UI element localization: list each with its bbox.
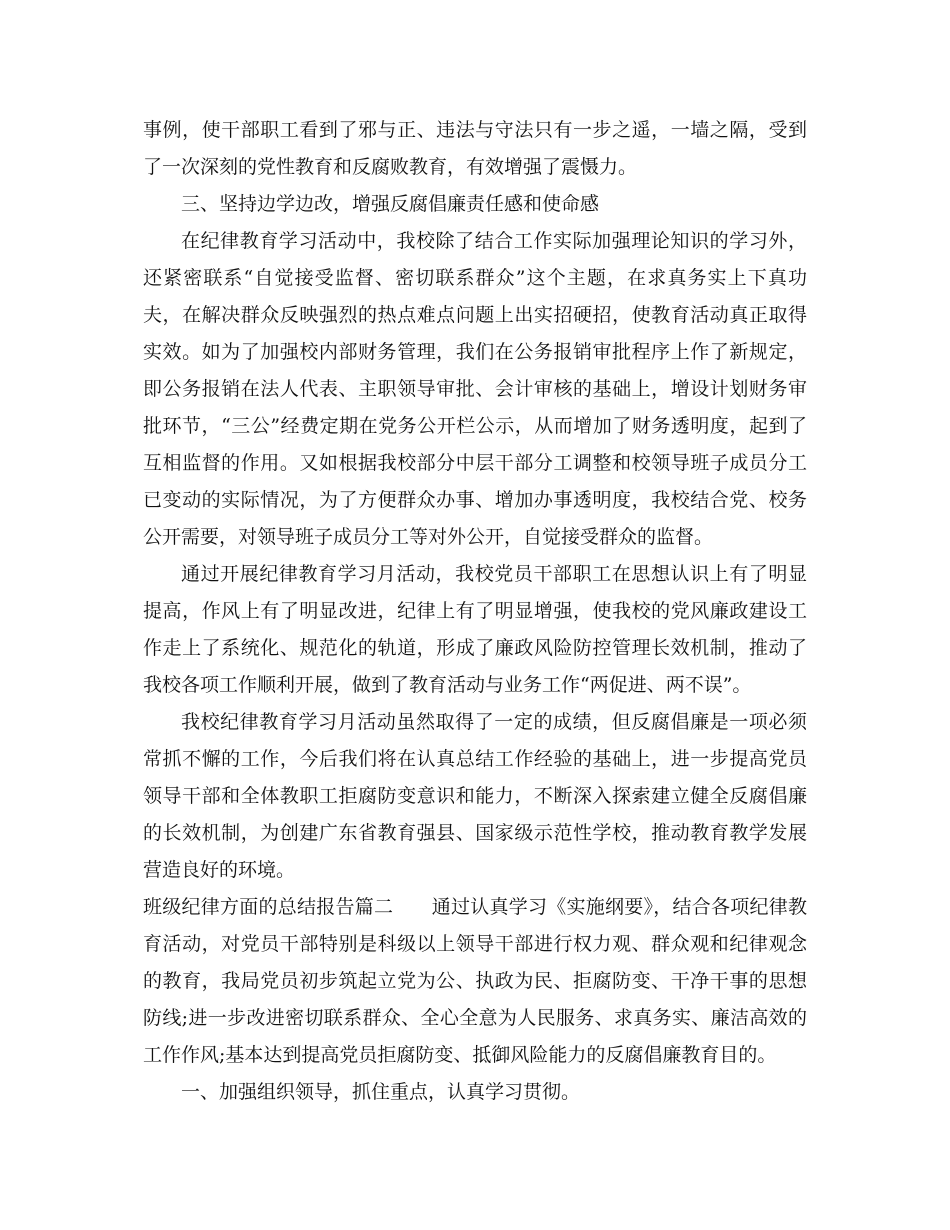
paragraph-continuation: 事例，使干部职工看到了邪与正、违法与守法只有一步之遥，一墙之隔，受到了一次深刻的党性教育和反腐败教育，有效增强了震慑力。 xyxy=(143,119,807,178)
paragraph-future-work: 我校纪律教育学习月活动虽然取得了一定的成绩，但反腐倡廉是一项必须常抓不懈的工作，今后我们将在认真总结工作经验的基础上，进一步提高党员领导干部和全体教职工拒腐防变意识和能力，不断深入探索建立健全反腐倡廉的长效机制，为创建广东省教育强县、国家级示范性学校，推动教育教学发展营造良好的环境。 xyxy=(143,711,807,881)
document-body xyxy=(143,112,807,1111)
section-heading-three: 三、坚持边学边改，增强反腐倡廉责任感和使命感 xyxy=(181,193,600,215)
paragraph-report-two: 班级纪律方面的总结报告篇二 通过认真学习《实施纲要》，结合各项纪律教育活动，对党员干部特别是科级以上领导干部进行权力观、群众观和纪律观念的教育，我局党员初步筑起立党为公、执政为民、拒腐防变、干净干事的思想防线;进一步改进密切联系群众、全心全意为人民服务、求真务实、廉洁高效的工作作风;基本达到提高党员拒腐防变、抵御风险能力的反腐倡廉教育目的。 xyxy=(143,896,807,1066)
section-heading-one: 一、加强组织领导，抓住重点，认真学习贯彻。 xyxy=(181,1081,581,1103)
paragraph-results: 通过开展纪律教育学习月活动，我校党员干部职工在思想认识上有了明显提高，作风上有了明显改进，纪律上有了明显增强，使我校的党风廉政建设工作走上了系统化、规范化的轨道，形成了廉政风险防控管理长效机制，推动了我校各项工作顺利开展，做到了教育活动与业务工作“两促进、两不误”。 xyxy=(143,563,807,696)
paragraph-study-activities: 在纪律教育学习活动中，我校除了结合工作实际加强理论知识的学习外，还紧密联系“自觉接受监督、密切联系群众”这个主题，在求真务实上下真功夫，在解决群众反映强烈的热点难点问题上出实招硬招，使教育活动真正取得实效。如为了加强校内部财务管理，我们在公务报销审批程序上作了新规定，即公务报销在法人代表、主职领导审批、会计审核的基础上，增设计划财务审批环节，“三公”经费定期在党务公开栏公示，从而增加了财务透明度，起到了互相监督的作用。又如根据我校部分中层干部分工调整和校领导班子成员分工已变动的实际情况，为了方便群众办事、增加办事透明度，我校结合党、校务公开需要，对领导班子成员分工等对外公开，自觉接受群众的监督。 xyxy=(143,230,807,548)
